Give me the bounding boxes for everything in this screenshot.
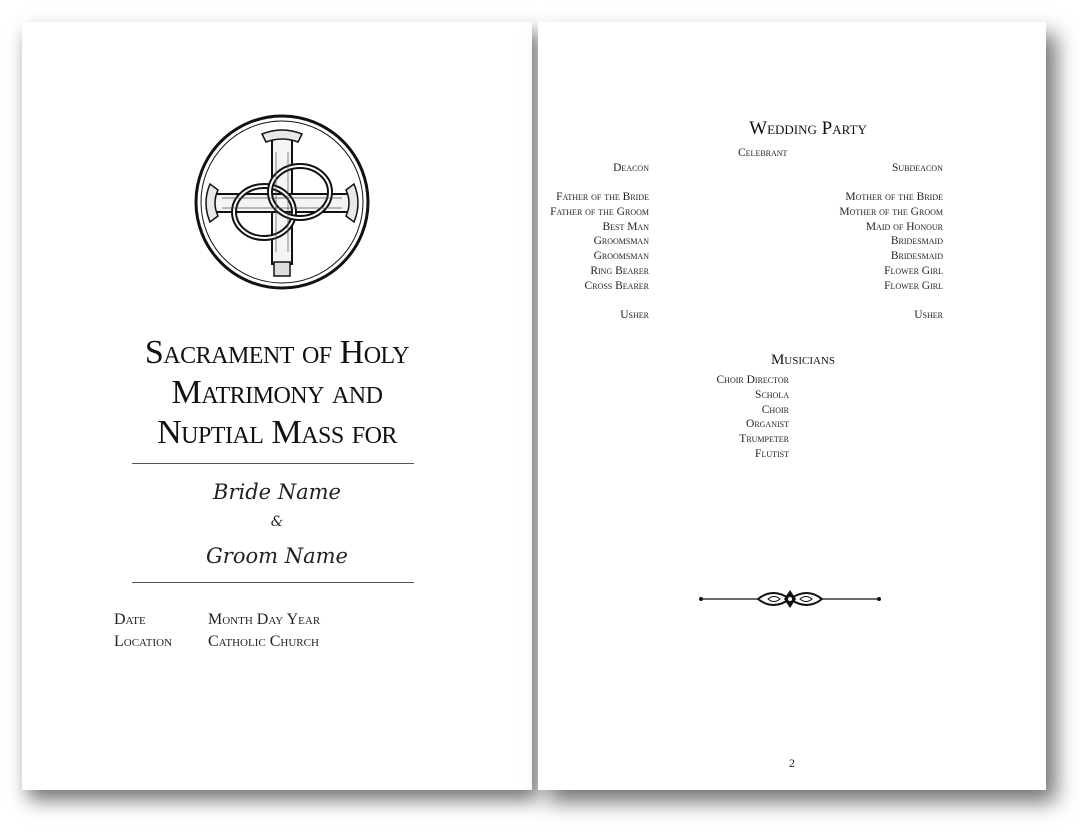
title-line-2: Matrimony and (171, 374, 383, 411)
ampersand: & (270, 514, 284, 530)
left-page (22, 22, 532, 790)
top-rule (132, 463, 414, 464)
list-item: Flutist (755, 447, 789, 460)
list-item: Father of the Groom (550, 205, 649, 218)
deacon-label: Deacon (613, 162, 649, 174)
location-value: Catholic Church (208, 633, 319, 650)
list-item: Organist (746, 418, 789, 431)
title-line-3: Nuptial Mass for (157, 414, 397, 451)
wedding-party-right-column (828, 190, 943, 294)
list-item: Flower Girl (884, 264, 943, 277)
wedding-party-heading: Wedding Party (749, 118, 867, 139)
list-item: Groomsman (593, 250, 649, 263)
chi-rho-cross-icon (192, 112, 372, 292)
right-page (538, 22, 1046, 790)
wedding-party-left-column (538, 190, 649, 294)
title-line-1: Sacrament of Holy (144, 334, 410, 371)
list-item: Best Man (602, 220, 649, 233)
date-label: Date (114, 611, 146, 628)
celebrant-label: Celebrant (738, 147, 788, 159)
list-item: Trumpeter (739, 433, 789, 446)
list-item: Cross Bearer (584, 279, 649, 292)
bottom-rule (132, 582, 414, 583)
list-item: Father of the Bride (556, 191, 649, 203)
list-item: Ring Bearer (590, 264, 649, 277)
ornamental-divider-icon (698, 584, 882, 614)
list-item: Maid of Honour (865, 220, 943, 233)
subdeacon-label: Subdeacon (892, 162, 943, 174)
musicians-heading: Musicians (770, 352, 836, 368)
list-item: Choir (761, 403, 789, 416)
groom-name: Groom Name (206, 544, 348, 568)
date-value: Month Day Year (208, 611, 321, 628)
list-item: Flower Girl (884, 279, 943, 292)
list-item: Bridesmaid (890, 235, 943, 248)
list-item: Mother of the Groom (839, 205, 943, 218)
bride-name: Bride Name (213, 480, 341, 504)
list-item: Bridesmaid (890, 250, 943, 263)
list-item: Groomsman (593, 235, 649, 248)
usher-right-label: Usher (914, 309, 943, 321)
list-item: Choir Director (716, 374, 789, 386)
list-item: Schola (755, 388, 789, 401)
musicians-list (678, 373, 789, 462)
usher-left-label: Usher (620, 309, 649, 321)
list-item: Mother of the Bride (845, 191, 943, 203)
page-number: 2 (789, 756, 795, 770)
location-label: Location (114, 633, 173, 650)
